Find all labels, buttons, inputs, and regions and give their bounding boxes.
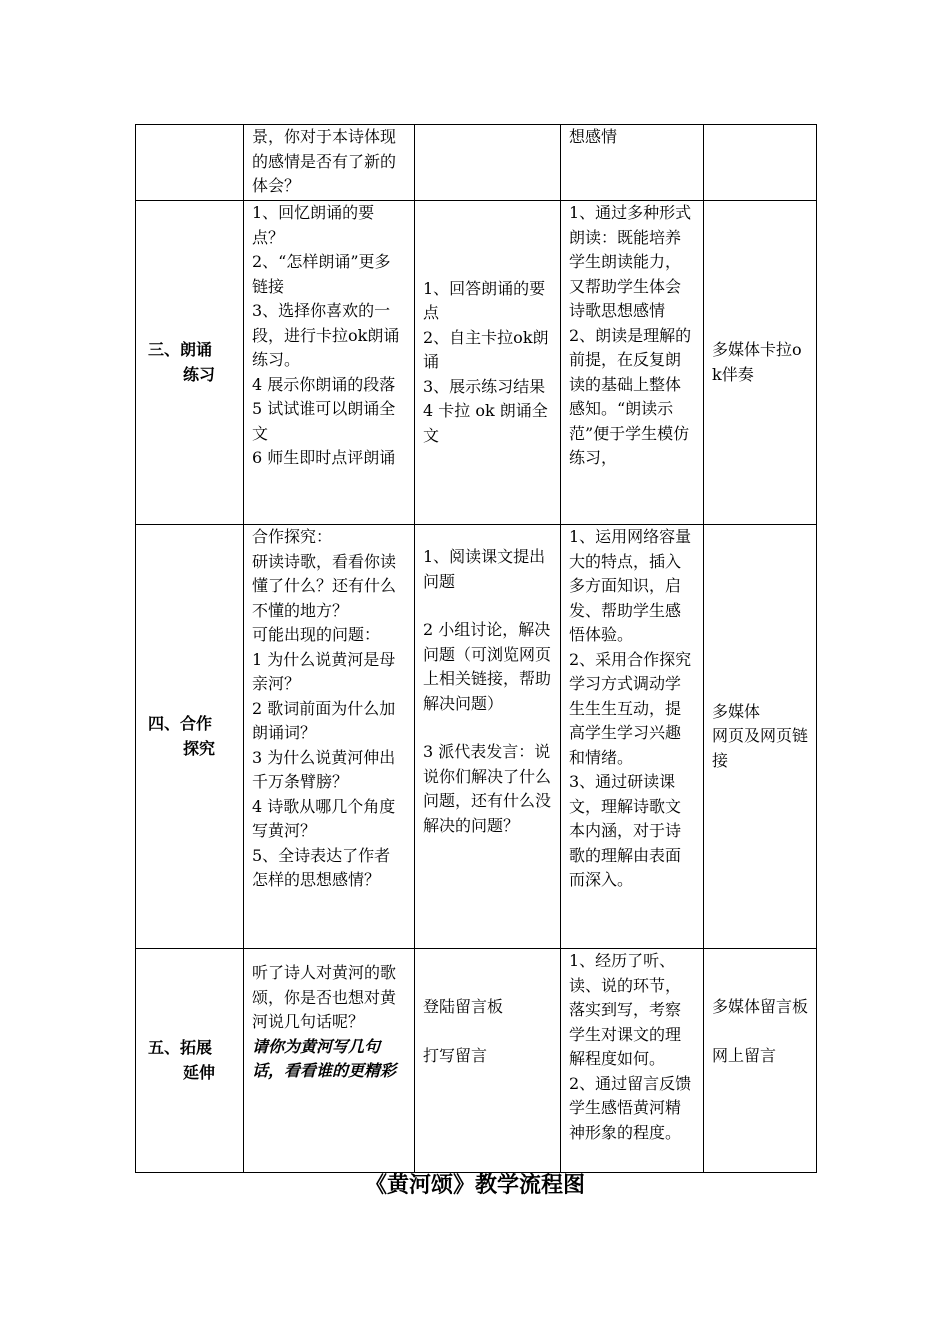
task-cell (244, 125, 415, 201)
student-cell (415, 525, 561, 949)
student-item: 2、自主卡拉ok朗诵 (423, 327, 549, 372)
media-cell (704, 125, 817, 201)
student-item: 2 小组讨论，解决问题（可浏览网页上相关链接，帮助解决问题） (423, 620, 552, 713)
document-title: 《黄河颂》教学流程图 (364, 1173, 585, 1198)
stage-label-line1: 五、拓展 (148, 1038, 213, 1057)
spacer (712, 1020, 808, 1044)
student-item: 打写留言 (423, 1045, 488, 1065)
task-cell (244, 525, 415, 949)
student-cell (415, 949, 561, 1173)
media-item: 网上留言 (712, 1045, 777, 1065)
media-cell (704, 201, 817, 525)
task-item: 1、回忆朗诵的要点？ (252, 203, 375, 247)
stage-cell (136, 201, 244, 525)
table-row (136, 525, 817, 949)
student-item: 4 卡拉 ok 朗诵全文 (423, 401, 548, 445)
student-item: 1、阅读课文提出问题 (423, 547, 546, 591)
design-item: 2、朗读是理解的前提，在反复朗读的基础上整体感知。“朗读示范”便于学生模仿练习， (569, 325, 692, 467)
design-text: 想感情 (569, 127, 618, 146)
media-item: 多媒体留言板 (712, 997, 809, 1016)
stage-label-line2: 延伸 (183, 1062, 216, 1082)
task-item: 2 歌词前面为什么加朗诵词？ (252, 698, 396, 742)
spacer (423, 594, 552, 618)
design-item: 1、运用网络容量大的特点，插入多方面知识，启发、帮助学生感悟体验。 (569, 527, 692, 644)
task-item: 1 为什么说黄河是母亲河？ (252, 649, 396, 693)
design-item: 2、通过留言反馈学生感悟黄河精神形象的程度。 (569, 1073, 692, 1142)
task-cell (244, 201, 415, 525)
task-item: 听了诗人对黄河的歌颂，你是否也想对黄河说几句话呢？ (252, 963, 397, 1031)
spacer (423, 1020, 552, 1044)
task-item: 4 诗歌从哪几个角度写黄河？ (252, 796, 396, 840)
table-row (136, 125, 817, 201)
design-item: 1、通过多种形式朗读：既能培养学生朗读能力，又帮助学生体会诗歌思想感情 (569, 203, 692, 320)
stage-cell (136, 125, 244, 201)
task-item: 4 展示你朗诵的段落 (252, 374, 396, 394)
media-item: 网页及网页链接 (712, 726, 809, 770)
media-cell (704, 949, 817, 1173)
design-cell (561, 949, 704, 1173)
task-item: 5 试试谁可以朗诵全文 (252, 399, 396, 443)
task-cell (244, 949, 415, 1173)
student-item: 3、展示练习结果 (423, 376, 546, 396)
stage-label-line1: 三、朗诵 (148, 340, 213, 359)
stage-label-line2: 探究 (183, 738, 216, 758)
task-item: 3、选择你喜欢的一段，进行卡拉ok朗诵练习。 (252, 301, 400, 369)
media-cell (704, 525, 817, 949)
design-item: 2、采用合作探究学习方式调动学生生生互动，提高学生学习兴趣和情绪。 (569, 649, 692, 767)
media-item: 多媒体 (712, 701, 761, 721)
task-item: 可能出现的问题： (252, 625, 381, 644)
design-cell (561, 125, 704, 201)
task-text: 景，你对于本诗体现的感情是否有了新的体会？ (252, 127, 397, 195)
task-item: 2、“怎样朗诵”更多链接 (252, 252, 391, 296)
stage-label-line2: 练习 (183, 364, 216, 384)
task-item: 3 为什么说黄河伸出千万条臂膀？ (252, 747, 396, 791)
lesson-flow-table (135, 124, 817, 1173)
student-item: 3 派代表发言：说说你们解决了什么问题，还有什么没解决的问题？ (423, 742, 552, 835)
design-item: 1、经历了听、读、说的环节，落实到写，考察学生对课文的理解程度如何。 (569, 951, 682, 1068)
stage-cell (136, 525, 244, 949)
student-cell (415, 201, 561, 525)
table-row (136, 949, 817, 1173)
design-cell (561, 525, 704, 949)
media-item: 多媒体卡拉ok伴奏 (712, 340, 802, 384)
stage-cell (136, 949, 244, 1173)
stage-label-line1: 四、合作 (148, 714, 213, 733)
design-item: 3、通过研读课文，理解诗歌文本内涵，对于诗歌的理解由表面而深入。 (569, 772, 682, 889)
task-item: 6 师生即时点评朗诵 (252, 448, 396, 467)
table-row (136, 201, 817, 525)
design-cell (561, 201, 704, 525)
student-item: 1、回答朗诵的要点 (423, 278, 546, 323)
student-item: 登陆留言板 (423, 997, 504, 1016)
task-item: 合作探究： (252, 527, 333, 546)
task-item: 5、全诗表达了作者怎样的思想感情？ (252, 845, 391, 889)
task-item: 研读诗歌，看看你读懂了什么？还有什么不懂的地方？ (252, 551, 397, 620)
student-cell (415, 125, 561, 201)
spacer (423, 716, 552, 740)
task-emphasis: 请你为黄河写几句话，看看谁的更精彩 (252, 1036, 397, 1080)
